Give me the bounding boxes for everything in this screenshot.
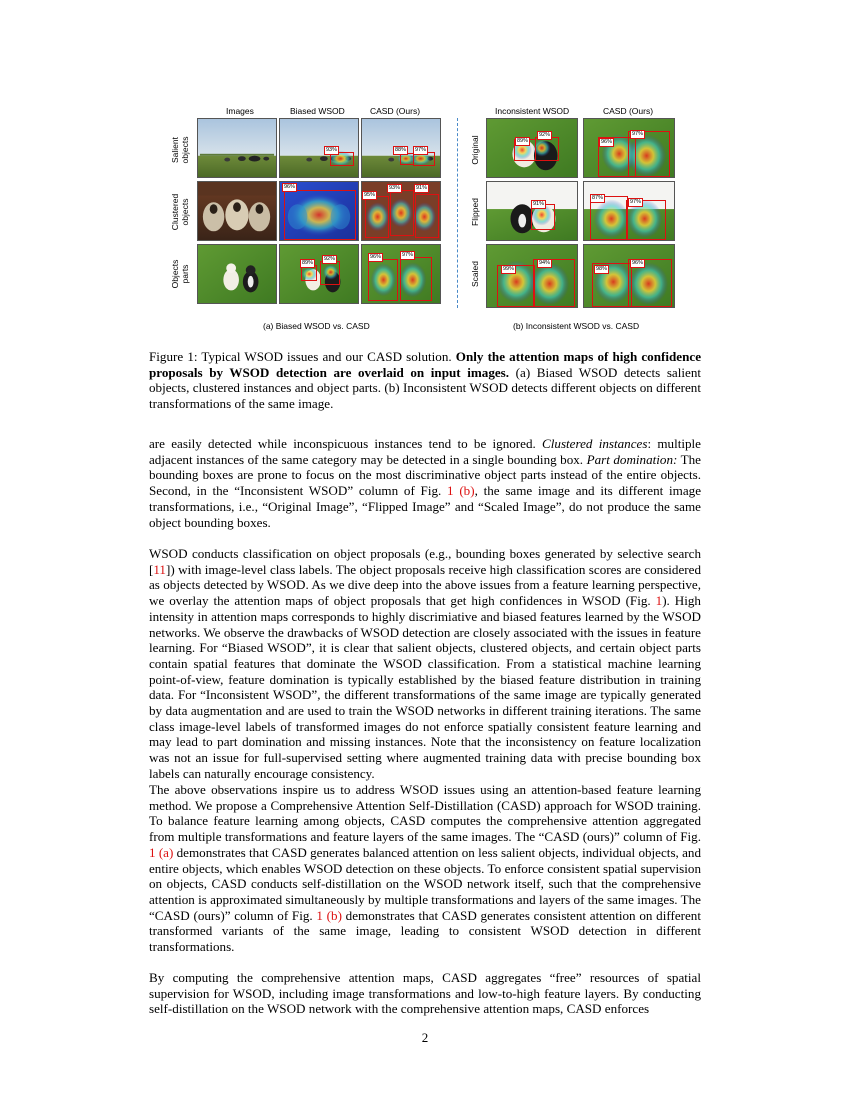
- score-label: 92%: [539, 132, 551, 138]
- bbox: [365, 196, 389, 238]
- bbox: [320, 261, 340, 285]
- figure-ref-link[interactable]: 1 (a): [149, 844, 174, 860]
- score-label: 93%: [389, 185, 401, 191]
- citation-link[interactable]: 11: [153, 561, 166, 577]
- row-label-scaled: Scaled: [470, 261, 480, 287]
- image-parts-casd: [361, 244, 441, 304]
- score-label: 91%: [533, 201, 545, 207]
- score-label: 91%: [416, 185, 428, 191]
- figure-ref-link[interactable]: 1 (b): [316, 907, 342, 923]
- figure-ref-link[interactable]: 1: [655, 593, 663, 609]
- subcaption-b: (b) Inconsistent WSOD vs. CASD: [513, 321, 640, 331]
- col-header-casd-ours-a: CASD (Ours): [370, 106, 421, 116]
- score-label: 92%: [324, 256, 336, 262]
- score-label: 96%: [632, 260, 644, 266]
- page-number: 2: [421, 1030, 429, 1045]
- bbox: [368, 259, 398, 301]
- score-label: 96%: [370, 254, 382, 260]
- score-label: 88%: [395, 147, 407, 153]
- score-label: 97%: [632, 131, 644, 137]
- col-header-biased-wsod: Biased WSOD: [290, 106, 345, 116]
- image-scaled-inconsistent: [486, 244, 578, 308]
- image-parts-original: [197, 244, 277, 304]
- paragraph-4: By computing the comprehensive attention maps, CASD aggregates “free” resources of spatial supervision for WSOD, including image transformations and low-to-high feature layers. By conducting self-distillation on the WSOD network with the comprehensive attention maps, CASD enforces: [149, 970, 701, 1017]
- image-scaled-casd: [583, 244, 675, 308]
- row-label-parts: Objects parts: [170, 259, 190, 289]
- score-label: 89%: [302, 260, 314, 266]
- paragraph-1: are easily detected while inconspicuous instances tend to be ignored. Clustered instances: multiple adjacent instances of the same category may be detected in a single bounding box. Part domination: The bounding boxes are prone to focus on the most discriminative object parts instead of the entire objects. Second, in the “Inconsistent WSOD” column of Fig. 1 (b), the same image and its different image transformations, i.e., “Original Image”, “Flipped Image” and “Scaled Image”, do not produce the same object bounding boxes.: [149, 436, 702, 530]
- col-header-inconsistent-wsod: Inconsistent WSOD: [495, 106, 570, 116]
- score-label: 87%: [592, 195, 604, 201]
- bbox: [284, 190, 356, 240]
- image-parts-biased: [279, 244, 359, 304]
- image-clustered-casd: [361, 181, 441, 241]
- col-header-images: Images: [226, 106, 254, 116]
- score-label: 96%: [284, 184, 296, 190]
- image-flipped-inconsistent: [486, 181, 578, 241]
- row-label-original: Original: [470, 135, 480, 165]
- bbox: [415, 194, 439, 238]
- score-label: 98%: [596, 266, 608, 272]
- bbox: [390, 190, 414, 236]
- paragraph-3: The above observations inspire us to address WSOD issues using an attention-based feature learning method. We propose a Comprehensive Attention Self-Distillation (CASD) approach for WSOD training. To balance feature learning among objects, CASD computes the comprehensive attention aggregated from multiple transformations and feature layers of the same images. The “CASD (ours)” column of Fig. 1 (a) demonstrates that CASD generates balanced attention on less salient objects, individual objects, and entire objects, which enables WSOD detection on these objects. To enforce consistent spatial supervision on objects, CASD conducts self-distillation on the WSOD network itself, such that the comprehensive attention is approximated simultaneously by multiple transformations and layers of the same images. The “CASD (ours)” column of Fig. 1 (b) demonstrates that CASD generates consistent attention on different transformed variants of the same image, leading to consistent WSOD detection in different transformations.: [149, 782, 701, 955]
- image-salient-biased: [279, 118, 359, 178]
- image-clustered-original: [197, 181, 277, 241]
- image-clustered-biased: [279, 181, 359, 241]
- score-label: 94%: [539, 260, 551, 266]
- score-label: 93%: [326, 147, 338, 153]
- image-original-casd: [583, 118, 675, 178]
- image-salient-casd: [361, 118, 441, 178]
- paragraph-2: WSOD conducts classification on object proposals (e.g., bounding boxes generated by selective search [11]) with image-level class labels. The object proposals receive high classification scores are considered as objects detected by WSOD. As we dive deep into the above issues from a feature learning perspective, we overlay the attention maps of object proposals that get high confidences in WSOD (Fig. 1). High intensity in attention maps corresponds to highly discrimiative and biased features learned by the WSOD networks. We observe the drawbacks of WSOD detection are closely associated with the issues in feature learning. For “Biased WSOD”, it is clear that salient objects, clustered objects, and certain object parts contain spatial features that dominate the WSOD classification. From a statistical machine learning point-of-view, feature domination is typically established by the biased feature distribution in training data. For “Inconsistent WSOD”, the different transformations of the same image are typically generated by data augmentation and are used to train the WSOD networks in different training iterations. The same class image-level labels of transformed images do not enforce spatially consistent feature learning and may lead to part domination and missing instances. Note that the inconsistency on feature localization was not an issue for full-supervised setting where augmented training data with precise bounding box labels can naturally encourage consistency.: [149, 546, 701, 781]
- score-label: 99%: [503, 266, 515, 272]
- image-original-inconsistent: [486, 118, 578, 178]
- bbox: [400, 257, 432, 301]
- bbox: [535, 137, 559, 161]
- image-salient-original: [197, 118, 277, 178]
- row-label-salient: Salient objects: [170, 136, 190, 164]
- figure-ref-link[interactable]: 1 (b): [447, 483, 475, 499]
- panel-divider: [457, 118, 458, 308]
- score-label: 97%: [415, 147, 427, 153]
- score-label: 96%: [601, 139, 613, 145]
- score-label: 95%: [364, 192, 376, 198]
- score-label: 97%: [630, 199, 642, 205]
- row-label-clustered: Clustered objects: [170, 193, 190, 231]
- score-label: 97%: [402, 252, 414, 258]
- row-label-flipped: Flipped: [470, 198, 480, 226]
- col-header-casd-ours-b: CASD (Ours): [603, 106, 654, 116]
- subcaption-a: (a) Biased WSOD vs. CASD: [263, 321, 370, 331]
- figure-caption: Figure 1: Typical WSOD issues and our CASD solution. Only the attention maps of high confidence proposals by WSOD detection are overlaid on input images. (a) Biased WSOD detects salient objects, clustered instances and object parts. (b) Inconsistent WSOD detects different objects on different transformations of the same image.: [149, 349, 702, 412]
- image-flipped-casd: [583, 181, 675, 241]
- score-label: 89%: [517, 138, 529, 144]
